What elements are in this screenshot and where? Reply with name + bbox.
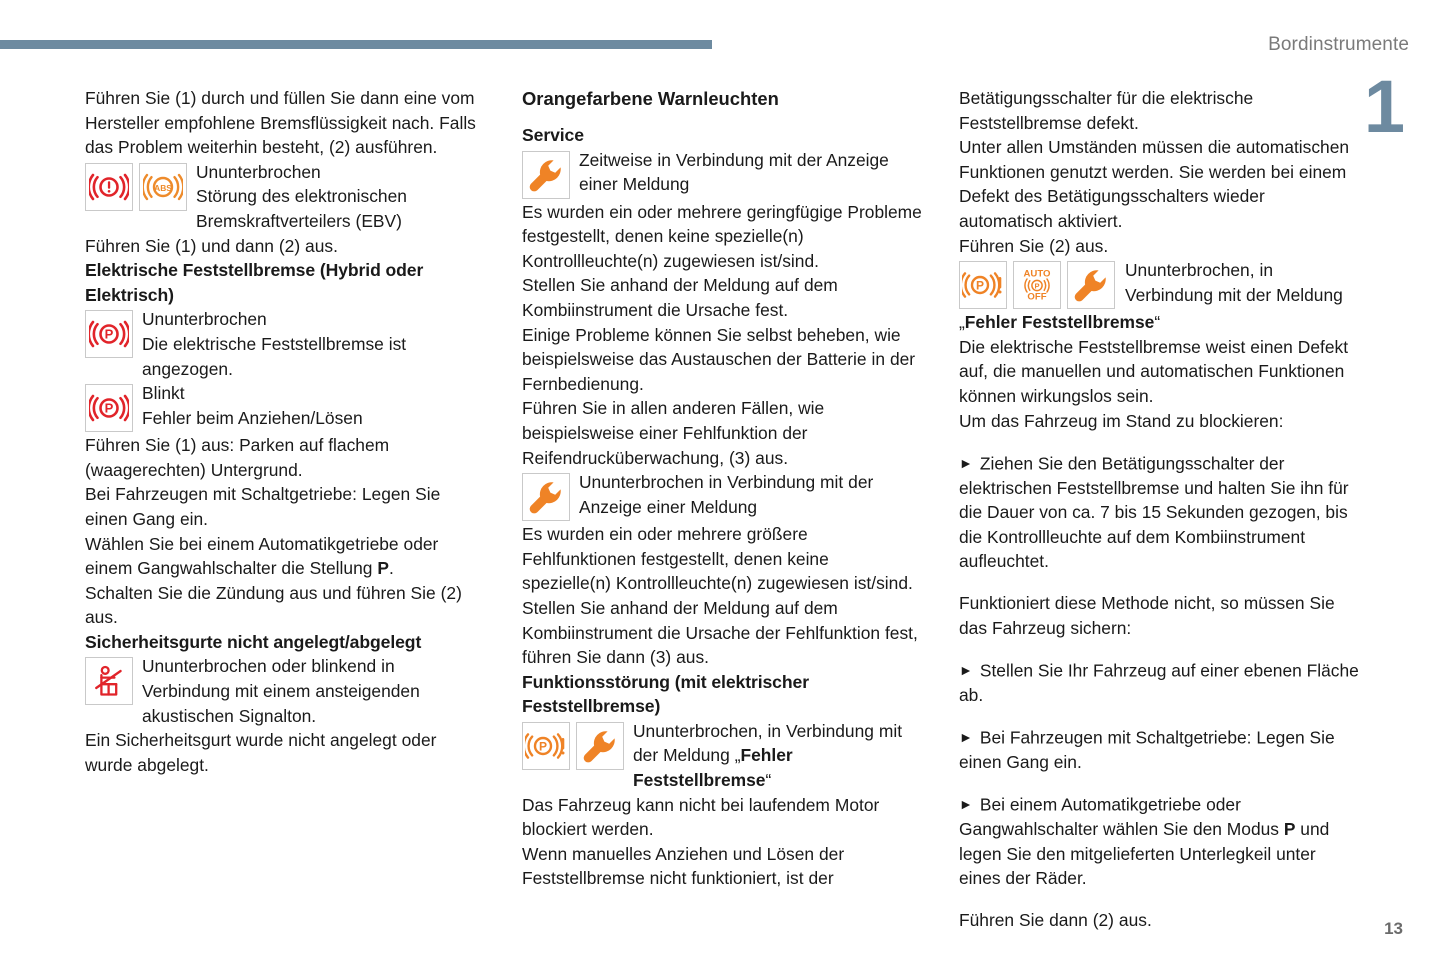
page-columns xyxy=(85,86,1360,933)
svg-text:AUTO: AUTO xyxy=(1023,268,1051,280)
list-item-text: Bei Fahrzeugen mit Schaltgetriebe: Legen Sie einen Gang ein. xyxy=(959,727,1335,773)
epb-fault-message-line xyxy=(959,310,1359,335)
quote-open: „ xyxy=(959,312,965,333)
service-minor-desc-1: Es wurden ein oder mehrere geringfügige Probleme festgestellt, denen keine spezielle(n) Kontrollleuchte(n) zugewiesen ist/sind. xyxy=(522,201,922,271)
seatbelt-block xyxy=(85,654,485,728)
closing-text: Führen Sie dann (2) aus. xyxy=(959,910,1152,931)
ebv-warning-block xyxy=(85,160,485,234)
seatbelt-icon-group xyxy=(85,657,133,705)
service-minor-desc-3: Einige Probleme können Sie selbst beheben, wie beispielsweise das Austauschen der Batterie in der Fernbedienung. xyxy=(522,324,916,394)
seatbelt-description: Ein Sicherheitsgurt wurde nicht angelegt oder wurde abgelegt. xyxy=(85,730,437,775)
abs-icon xyxy=(139,163,187,211)
svg-text:P: P xyxy=(1034,281,1040,291)
epb-body-3-lead: Wählen Sie bei einem Automatikgetriebe oder einem Gangwahlschalter die Stellung xyxy=(85,533,439,579)
epb-applied-block xyxy=(85,307,485,381)
ebv-icon-group xyxy=(85,163,187,211)
epb-body-2: Bei Fahrzeugen mit Schaltgetriebe: Legen Sie einen Gang ein. xyxy=(85,484,441,529)
page-number: 13 xyxy=(1384,919,1403,938)
continuation-3: Führen Sie (2) aus. xyxy=(959,235,1109,256)
wrench-icon xyxy=(1067,261,1115,309)
epb-fault-block xyxy=(959,258,1359,310)
column-two xyxy=(522,86,922,933)
seatbelt-state: Ununterbrochen oder blinkend in Verbindung mit einem ansteigenden akustischen Signalton. xyxy=(142,656,420,726)
list-item-text: Ziehen Sie den Betätigungsschalter der elektrischen Feststellbremse und halten Sie ihn für die Dauer von ca. 7 bis 15 Sekunden gezogen, bis die Kontrollleuchte auf dem Kombiinstrument aufleuchtet. xyxy=(959,453,1349,572)
epb-applied-icon-group xyxy=(85,310,133,358)
service-major-block xyxy=(522,470,922,522)
epb-applied-state: Ununterbrochen xyxy=(142,309,267,330)
service-major-state: Ununterbrochen in Verbindung mit der Anzeige einer Meldung xyxy=(579,472,874,517)
svg-text:P: P xyxy=(975,278,985,293)
list-item xyxy=(959,725,1359,775)
ebv-action: Führen Sie (1) und dann (2) aus. xyxy=(85,235,338,256)
list-item xyxy=(959,792,1359,891)
service-minor-state: Zeitweise in Verbindung mit der Anzeige einer Meldung xyxy=(579,149,889,195)
heading-service: Service xyxy=(522,125,584,145)
epb-blink-description: Fehler beim Anziehen/Lösen xyxy=(142,407,363,428)
auto-p-off-icon xyxy=(1013,261,1061,309)
parking-brake-orange-warning-icon xyxy=(959,261,1007,309)
epb-fault-desc-1: Die elektrische Feststellbremse weist einen Defekt auf, die manuellen und automatischen Funktionen können wirkungslos sein. xyxy=(959,336,1349,406)
parking-brake-red-icon xyxy=(85,310,133,358)
chapter-number: 1 xyxy=(1363,65,1403,148)
parking-brake-red-icon xyxy=(85,384,133,432)
service-minor-desc-4: Führen Sie in allen anderen Fällen, wie beispielsweise einer Fehlfunktion der Reifendrucküberwachung, (3) aus. xyxy=(522,398,825,468)
bullet-marker-icon: ► xyxy=(959,796,973,813)
epb-fault-mid-text: Funktioniert diese Methode nicht, so müssen Sie das Fahrzeug sichern: xyxy=(959,593,1335,638)
bullet-marker-icon: ► xyxy=(959,661,973,678)
intro-paragraph: Führen Sie (1) durch und füllen Sie dann eine vom Hersteller empfohlene Bremsflüssigkeit nach. Falls das Problem weiterhin besteht, (2) ausführen. xyxy=(85,88,476,158)
gear-position-p: P xyxy=(1283,819,1296,840)
epb-fault-state: Ununterbrochen, in Verbindung mit der Meldung xyxy=(1125,260,1343,305)
epb-blink-block xyxy=(85,381,485,433)
malfunction-state-lead: Ununterbrochen, in Verbindung mit der Meldung „ xyxy=(633,720,903,766)
epb-fault-desc-2: Um das Fahrzeug im Stand zu blockieren: xyxy=(959,410,1284,431)
service-major-icon-group xyxy=(522,473,570,521)
epb-body-3 xyxy=(85,532,485,581)
svg-text:ABS: ABS xyxy=(154,182,172,193)
service-minor-desc-2: Stellen Sie anhand der Meldung auf dem Kombiinstrument die Ursache fest. xyxy=(522,275,838,320)
continuation-1: Betätigungsschalter für die elektrische Feststellbremse defekt. xyxy=(959,88,1254,133)
svg-text:P: P xyxy=(104,400,114,416)
ebv-description: Störung des elektronischen Bremskraftverteilers (EBV) xyxy=(196,186,407,231)
svg-text:OFF: OFF xyxy=(1027,291,1047,303)
list-item xyxy=(959,451,1359,574)
malfunction-state-tail: “ xyxy=(765,770,772,791)
service-major-desc-1: Es wurden ein oder mehrere größere Fehlfunktionen festgestellt, denen keine spezielle(n) Kontrollleuchte(n) zugewiesen ist/sind. xyxy=(522,524,913,594)
list-item-text-tail: und legen Sie den mitgelieferten Unterlegkeil unter eines der Räder. xyxy=(959,819,1330,889)
epb-applied-description: Die elektrische Feststellbremse ist angezogen. xyxy=(142,333,407,379)
list-item xyxy=(959,658,1359,708)
column-three xyxy=(959,86,1359,933)
message-fehler-feststellbremse: Fehler Feststellbremse xyxy=(633,745,793,791)
wrench-icon xyxy=(576,722,624,770)
malfunction-desc-2: Wenn manuelles Anziehen und Lösen der Feststellbremse nicht funktioniert, ist der xyxy=(522,843,845,889)
service-minor-icon-group xyxy=(522,151,570,199)
heading-seatbelt: Sicherheitsgurte nicht angelegt/abgelegt xyxy=(85,631,422,652)
header-rule xyxy=(0,40,712,49)
brake-warning-icon xyxy=(85,163,133,211)
seatbelt-icon xyxy=(85,657,133,705)
gear-position-p: P xyxy=(377,558,389,579)
epb-body-1: Führen Sie (1) aus: Parken auf flachem (waagerechten) Untergrund. xyxy=(85,435,390,480)
message-fehler-feststellbremse: Fehler Feststellbremse xyxy=(964,312,1155,333)
bullet-marker-icon: ► xyxy=(959,454,973,471)
epb-fault-icon-group xyxy=(959,261,1115,309)
quote-close: “ xyxy=(1154,312,1161,333)
heading-electric-parking-brake: Elektrische Feststellbremse (Hybrid oder Elektrisch) xyxy=(85,260,424,305)
wrench-icon xyxy=(522,473,570,521)
wrench-icon xyxy=(522,151,570,199)
epb-body-4: Schalten Sie die Zündung aus und führen Sie (2) aus. xyxy=(85,582,462,628)
service-major-desc-2: Stellen Sie anhand der Meldung auf dem Kombiinstrument die Ursache der Fehlfunktion fest, führen Sie dann (3) aus. xyxy=(522,597,918,668)
heading-malfunction-epb: Funktionsstörung (mit elektrischer Feststellbremse) xyxy=(522,671,809,717)
continuation-2: Unter allen Umständen müssen die automatischen Funktionen genutzt werden. Sie werden bei einem Defekt des Betätigungsschalters wieder automatisch aktiviert. xyxy=(959,137,1350,231)
bullet-marker-icon: ► xyxy=(959,729,973,746)
svg-text:P: P xyxy=(538,739,548,754)
list-item-text: Stellen Sie Ihr Fahrzeug auf einer ebenen Fläche ab. xyxy=(959,660,1359,706)
epb-body-3-tail: . xyxy=(388,558,394,579)
malfunction-desc-1: Das Fahrzeug kann nicht bei laufendem Motor blockiert werden. xyxy=(522,794,880,840)
ebv-state-text: Ununterbrochen xyxy=(196,161,321,182)
page-header-title: Bordinstrumente xyxy=(1268,34,1409,55)
epb-blink-state: Blinkt xyxy=(142,383,185,404)
heading-orange-warning-lights: Orangefarbene Warnleuchten xyxy=(522,88,779,109)
epb-blink-icon-group xyxy=(85,384,133,432)
parking-brake-orange-warning-icon xyxy=(522,722,570,770)
list-item-text-lead: Bei einem Automatikgetriebe oder Gangwahlschalter wählen Sie den Modus xyxy=(959,794,1284,840)
malfunction-block xyxy=(522,719,922,793)
column-one xyxy=(85,86,485,933)
malfunction-icon-group xyxy=(522,722,624,770)
service-minor-block xyxy=(522,148,922,200)
svg-text:P: P xyxy=(104,326,114,342)
malfunction-state xyxy=(633,719,922,793)
